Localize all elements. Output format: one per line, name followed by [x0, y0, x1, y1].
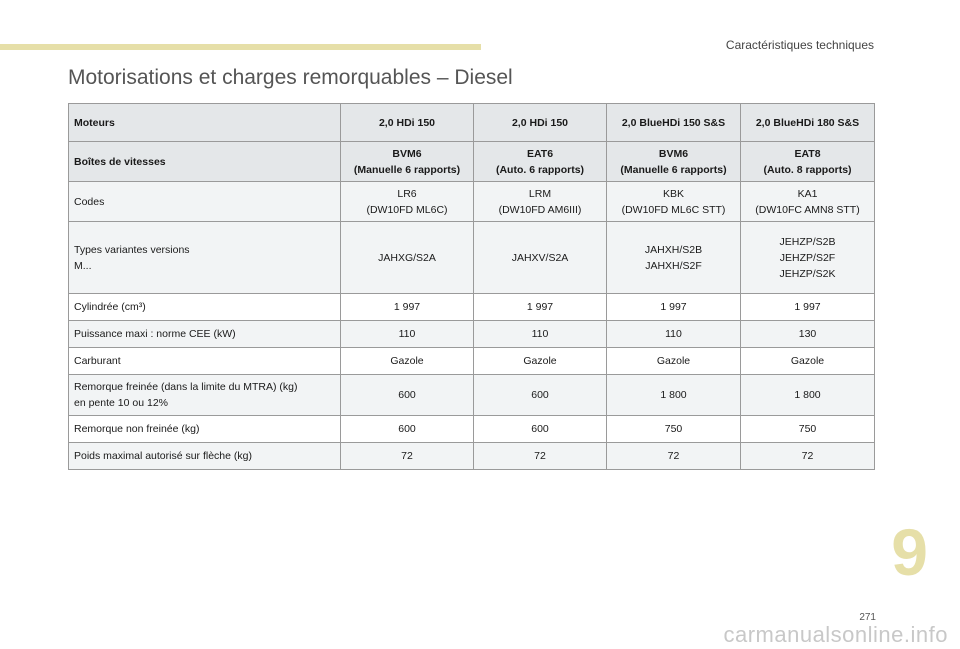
- table-cell: BVM6 (Manuelle 6 rapports): [607, 142, 741, 182]
- row-label: Puissance maxi : norme CEE (kW): [69, 321, 341, 348]
- table-cell: Gazole: [341, 348, 474, 375]
- table-cell: 2,0 BlueHDi 180 S&S: [741, 104, 875, 142]
- table-row-displacement: [69, 294, 875, 321]
- chapter-number: 9: [891, 515, 928, 589]
- table-cell: JAHXH/S2B JAHXH/S2F: [607, 222, 741, 294]
- table-cell: BVM6 (Manuelle 6 rapports): [341, 142, 474, 182]
- row-label: Remorque non freinée (kg): [69, 416, 341, 443]
- table-cell: 110: [607, 321, 741, 348]
- table-row-variants: [69, 222, 875, 294]
- table-cell: 1 997: [474, 294, 607, 321]
- table-cell: Gazole: [741, 348, 875, 375]
- table-cell: EAT6 (Auto. 6 rapports): [474, 142, 607, 182]
- header-accent-bar: [0, 44, 481, 50]
- table-row-gearboxes: [69, 142, 875, 182]
- table-cell: 130: [741, 321, 875, 348]
- table-cell: 750: [607, 416, 741, 443]
- table-cell: JEHZP/S2B JEHZP/S2F JEHZP/S2K: [741, 222, 875, 294]
- table-row-unbraked-trailer: [69, 416, 875, 443]
- table-row-power: [69, 321, 875, 348]
- table-row-engines: [69, 104, 875, 142]
- table-cell: LRM (DW10FD AM6III): [474, 182, 607, 222]
- page-title: Motorisations et charges remorquables – Diesel: [68, 66, 513, 89]
- table-cell: EAT8 (Auto. 8 rapports): [741, 142, 875, 182]
- table-row-braked-trailer: [69, 375, 875, 416]
- table-cell: 750: [741, 416, 875, 443]
- table-cell: Gazole: [474, 348, 607, 375]
- table-cell: 2,0 BlueHDi 150 S&S: [607, 104, 741, 142]
- table-cell: 1 800: [741, 375, 875, 416]
- table-cell: 2,0 HDi 150: [341, 104, 474, 142]
- table-cell: 110: [474, 321, 607, 348]
- row-label: Poids maximal autorisé sur flèche (kg): [69, 443, 341, 470]
- table-row-codes: [69, 182, 875, 222]
- table-cell: 2,0 HDi 150: [474, 104, 607, 142]
- table-cell: JAHXV/S2A: [474, 222, 607, 294]
- table-cell: 72: [341, 443, 474, 470]
- row-label: Boîtes de vitesses: [69, 142, 341, 182]
- row-label: Codes: [69, 182, 341, 222]
- table-cell: KBK (DW10FD ML6C STT): [607, 182, 741, 222]
- engine-specs-table: [68, 103, 875, 470]
- table-cell: KA1 (DW10FC AMN8 STT): [741, 182, 875, 222]
- table-row-drawbar-weight: [69, 443, 875, 470]
- table-cell: 1 997: [741, 294, 875, 321]
- page-number: 271: [859, 612, 876, 623]
- table-cell: 72: [474, 443, 607, 470]
- table-cell: 600: [341, 416, 474, 443]
- table-cell: Gazole: [607, 348, 741, 375]
- table-cell: 600: [474, 416, 607, 443]
- table-cell: 72: [607, 443, 741, 470]
- table-row-fuel: [69, 348, 875, 375]
- table-cell: LR6 (DW10FD ML6C): [341, 182, 474, 222]
- table-cell: 1 997: [607, 294, 741, 321]
- row-label: Types variantes versions M...: [69, 222, 341, 294]
- row-label: Moteurs: [69, 104, 341, 142]
- watermark: carmanualsonline.info: [723, 622, 948, 647]
- row-label: Remorque freinée (dans la limite du MTRA) (kg) en pente 10 ou 12%: [69, 375, 341, 416]
- row-label: Cylindrée (cm³): [69, 294, 341, 321]
- table-cell: 1 800: [607, 375, 741, 416]
- table-cell: 110: [341, 321, 474, 348]
- section-title: Caractéristiques techniques: [725, 38, 874, 52]
- table-cell: 600: [474, 375, 607, 416]
- table-cell: 72: [741, 443, 875, 470]
- table-cell: JAHXG/S2A: [341, 222, 474, 294]
- table-cell: 1 997: [341, 294, 474, 321]
- row-label: Carburant: [69, 348, 341, 375]
- table-cell: 600: [341, 375, 474, 416]
